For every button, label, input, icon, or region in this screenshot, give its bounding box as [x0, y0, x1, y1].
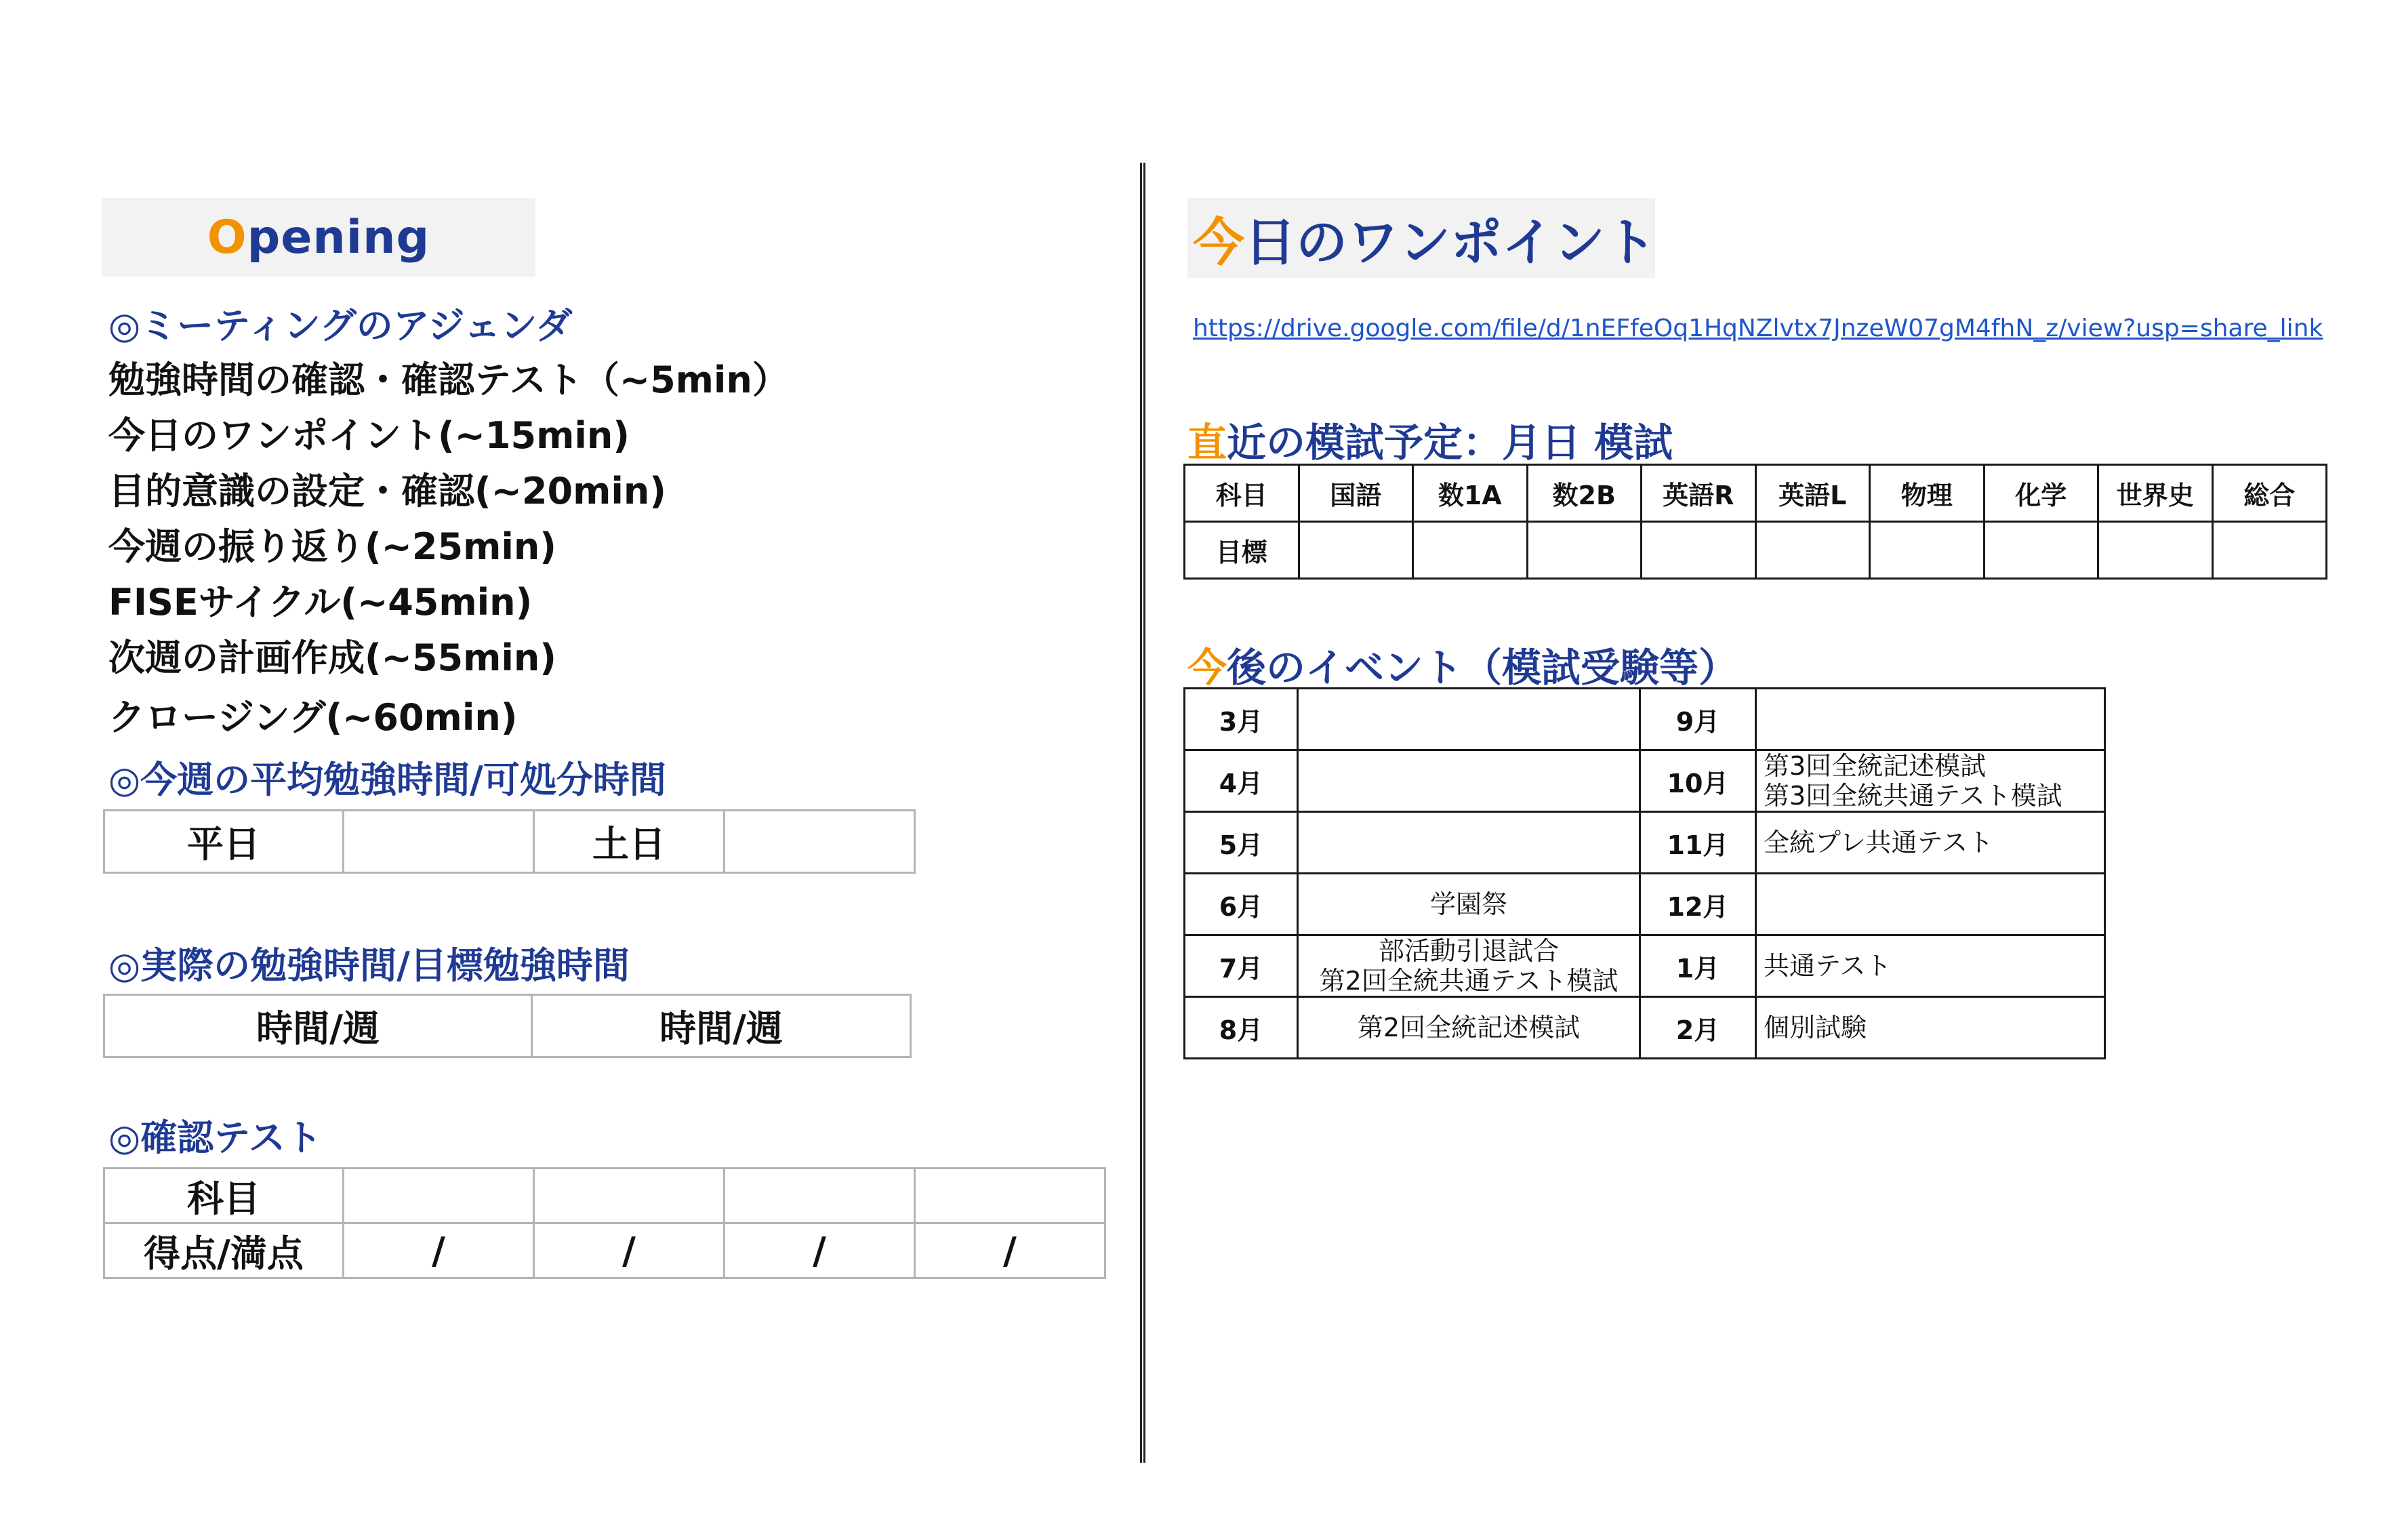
event-text: 共通テスト	[1764, 951, 1892, 981]
agenda-item: 今週の振り返り(~25min)	[108, 525, 556, 568]
mock-subject-header: 英語R	[1642, 465, 1756, 522]
event-text: 学園祭	[1429, 889, 1507, 919]
agenda-item: 目的意識の設定・確認(~20min)	[108, 470, 666, 512]
mock-target-cell[interactable]	[1870, 522, 1985, 579]
weekday-label: 平日	[104, 811, 344, 873]
opening-rest: pening	[247, 210, 430, 264]
mock-exam-table	[1183, 464, 2327, 580]
mock-target-cell[interactable]	[1299, 522, 1413, 579]
event-cell[interactable]	[1756, 874, 2105, 935]
opening-accent-letter: O	[207, 210, 247, 264]
event-text: 第3回全統記述模試	[1764, 751, 1987, 781]
month-label: 10月	[1640, 750, 1756, 812]
column-divider	[1140, 163, 1145, 1463]
target-hours-cell[interactable]: 時間/週	[532, 995, 911, 1057]
actual-study-time-title: ◎実際の勉強時間/目標勉強時間	[108, 944, 630, 987]
onepoint-accent: 今	[1193, 211, 1244, 272]
opening-header	[102, 198, 535, 277]
month-label: 7月	[1185, 935, 1298, 997]
avg-study-time-title: ◎今週の平均勉強時間/可処分時間	[108, 758, 666, 801]
event-cell[interactable]	[1756, 689, 2105, 750]
score-cell[interactable]: /	[534, 1223, 725, 1278]
mock-target-label: 目標	[1185, 522, 1299, 579]
mock-subject-header: 化学	[1984, 465, 2098, 522]
agenda-item: クロージング(~60min)	[108, 696, 518, 739]
event-cell[interactable]	[1298, 689, 1640, 750]
event-cell[interactable]	[1756, 750, 2105, 812]
month-label: 9月	[1640, 689, 1756, 750]
mock-target-cell[interactable]	[1413, 522, 1528, 579]
avg-study-time-table	[103, 809, 916, 874]
subject-cell[interactable]	[344, 1169, 534, 1223]
events-table	[1183, 687, 2106, 1059]
event-row	[1185, 689, 2105, 750]
onepoint-header	[1187, 198, 1655, 278]
mock-subject-header: 総合	[2212, 465, 2327, 522]
event-cell[interactable]	[1298, 874, 1640, 935]
month-label: 3月	[1185, 689, 1298, 750]
agenda-item: 勉強時間の確認・確認テスト（~5min）	[108, 359, 789, 401]
event-cell[interactable]	[1756, 997, 2105, 1059]
subject-cell[interactable]	[915, 1169, 1105, 1223]
event-row	[1185, 812, 2105, 874]
month-label: 12月	[1640, 874, 1756, 935]
mock-subject-header: 世界史	[2098, 465, 2213, 522]
mock-title-rest: 近の模試予定：月日 模試	[1227, 420, 1673, 466]
events-title-rest: 後のイベント（模試受験等）	[1227, 645, 1738, 691]
event-text: 全統プレ共通テスト	[1764, 828, 1993, 857]
weekday-value-cell[interactable]	[344, 811, 534, 873]
subject-label: 科目	[104, 1169, 344, 1223]
onepoint-title	[1193, 201, 1656, 275]
actual-hours-cell[interactable]: 時間/週	[104, 995, 532, 1057]
check-test-table	[103, 1167, 1106, 1279]
mock-target-cell[interactable]	[1642, 522, 1756, 579]
check-test-title: ◎確認テスト	[108, 1116, 322, 1159]
month-label: 11月	[1640, 812, 1756, 874]
event-text: 第2回全統記述模試	[1357, 1013, 1581, 1042]
saturday-label: 土日	[534, 811, 725, 873]
mock-header-row	[1185, 465, 2327, 522]
month-label: 1月	[1640, 935, 1756, 997]
month-label: 4月	[1185, 750, 1298, 812]
mock-subject-label: 科目	[1185, 465, 1299, 522]
score-cell[interactable]: /	[915, 1223, 1105, 1278]
event-row	[1185, 750, 2105, 812]
event-row	[1185, 935, 2105, 997]
agenda-item: FISEサイクル(~45min)	[108, 581, 533, 624]
event-cell[interactable]	[1756, 812, 2105, 874]
event-cell[interactable]	[1298, 935, 1640, 997]
drive-link[interactable]: https://drive.google.com/file/d/1nEFfeOq1HqNZlvtx7JnzeW07gM4fhN_z/view?usp=share_link	[1193, 315, 2323, 342]
score-cell[interactable]: /	[344, 1223, 534, 1278]
event-row	[1185, 997, 2105, 1059]
opening-title	[207, 211, 430, 264]
mock-subject-header: 物理	[1870, 465, 1985, 522]
score-label: 得点/満点	[104, 1223, 344, 1278]
mock-target-cell[interactable]	[1527, 522, 1642, 579]
mock-subject-header: 英語L	[1755, 465, 1870, 522]
month-label: 5月	[1185, 812, 1298, 874]
mock-subject-header: 数1A	[1413, 465, 1528, 522]
mock-title-accent: 直	[1187, 420, 1227, 466]
subject-cell[interactable]	[725, 1169, 915, 1223]
month-label: 8月	[1185, 997, 1298, 1059]
mock-target-cell[interactable]	[2212, 522, 2327, 579]
mock-exam-title	[1187, 411, 1673, 468]
mock-target-cell[interactable]	[1984, 522, 2098, 579]
event-text: 第3回全統共通テスト模試	[1764, 781, 2062, 811]
mock-target-cell[interactable]	[2098, 522, 2213, 579]
agenda-item: 次週の計画作成(~55min)	[108, 636, 556, 679]
mock-target-row	[1185, 522, 2327, 579]
event-row	[1185, 874, 2105, 935]
month-label: 6月	[1185, 874, 1298, 935]
subject-cell[interactable]	[534, 1169, 725, 1223]
event-cell[interactable]	[1756, 935, 2105, 997]
event-cell[interactable]	[1298, 997, 1640, 1059]
events-title	[1187, 636, 1738, 693]
event-text: 個別試験	[1764, 1013, 1867, 1042]
score-cell[interactable]: /	[725, 1223, 915, 1278]
onepoint-rest: 日のワンポイント	[1244, 211, 1656, 272]
mock-subject-header: 国語	[1299, 465, 1413, 522]
mock-target-cell[interactable]	[1755, 522, 1870, 579]
event-text: 第2回全統共通テスト模試	[1319, 966, 1619, 996]
event-text: 部活動引退試合	[1378, 936, 1559, 966]
month-label: 2月	[1640, 997, 1756, 1059]
agenda-item: 今日のワンポイント(~15min)	[108, 414, 630, 457]
event-cell[interactable]	[1298, 812, 1640, 874]
mock-subject-header: 数2B	[1527, 465, 1642, 522]
actual-study-time-table	[103, 994, 912, 1058]
saturday-value-cell[interactable]	[725, 811, 915, 873]
event-cell[interactable]	[1298, 750, 1640, 812]
agenda-title: ◎ミーティングのアジェンダ	[108, 304, 573, 347]
events-title-accent: 今	[1187, 645, 1227, 691]
